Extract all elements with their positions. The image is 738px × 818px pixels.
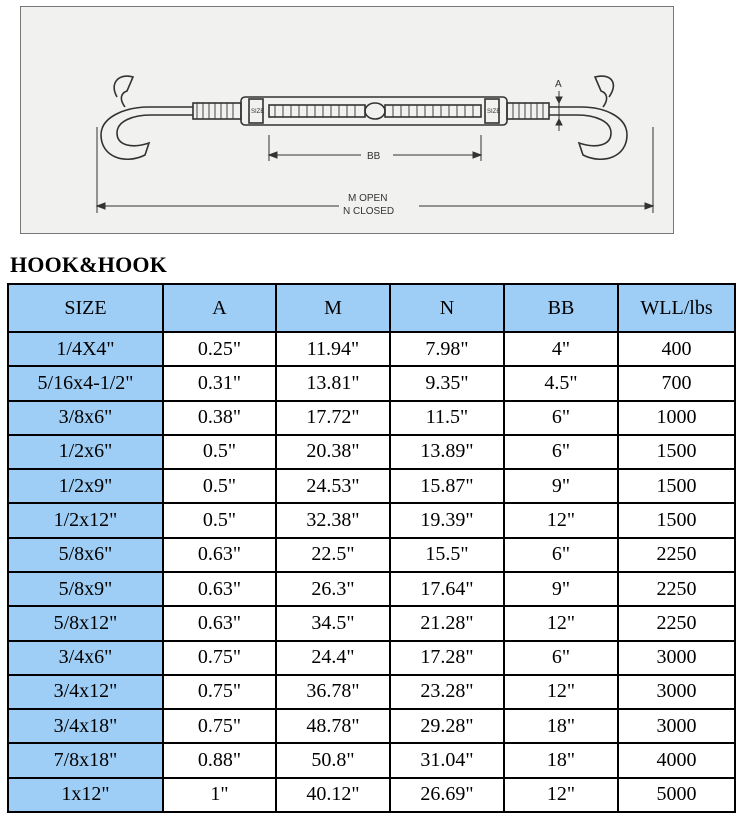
cell-n: 15.87" (390, 469, 504, 503)
table-row (8, 469, 735, 503)
cell-m: 32.38" (276, 503, 390, 537)
cell-wll: 2250 (618, 572, 735, 606)
cell-n: 7.98" (390, 332, 504, 366)
cell-size: 5/8x12" (8, 606, 163, 640)
cell-m: 24.53" (276, 469, 390, 503)
cell-a: 0.5" (163, 435, 276, 469)
cell-bb: 12" (504, 675, 618, 709)
table-row (8, 606, 735, 640)
cell-a: 0.63" (163, 538, 276, 572)
body-center-eye (365, 103, 385, 119)
header-a: A (163, 284, 276, 332)
cell-size: 1x12" (8, 778, 163, 812)
cell-bb: 12" (504, 606, 618, 640)
cell-a: 0.88" (163, 743, 276, 777)
cell-wll: 2250 (618, 606, 735, 640)
cell-bb: 6" (504, 401, 618, 435)
cell-size: 1/2x12" (8, 503, 163, 537)
cell-a: 0.75" (163, 641, 276, 675)
cell-n: 19.39" (390, 503, 504, 537)
table-row (8, 538, 735, 572)
cell-bb: 4" (504, 332, 618, 366)
cell-m: 11.94" (276, 332, 390, 366)
cell-n: 13.89" (390, 435, 504, 469)
table-row (8, 435, 735, 469)
table-row (8, 709, 735, 743)
header-bb: BB (504, 284, 618, 332)
left-hook (101, 107, 193, 159)
cell-bb: 18" (504, 709, 618, 743)
table-row (8, 778, 735, 812)
table-row (8, 641, 735, 675)
table-header-row (8, 284, 735, 332)
cell-wll: 3000 (618, 675, 735, 709)
cell-size: 3/8x6" (8, 401, 163, 435)
table-row (8, 366, 735, 400)
cell-wll: 3000 (618, 709, 735, 743)
cell-m: 34.5" (276, 606, 390, 640)
right-hook (549, 107, 627, 159)
cell-size: 1/2x9" (8, 469, 163, 503)
cell-m: 40.12" (276, 778, 390, 812)
cell-wll: 1500 (618, 469, 735, 503)
table-row (8, 401, 735, 435)
cell-a: 0.75" (163, 675, 276, 709)
cell-a: 0.38" (163, 401, 276, 435)
cell-a: 0.63" (163, 572, 276, 606)
cell-a: 0.63" (163, 606, 276, 640)
cell-wll: 1500 (618, 435, 735, 469)
table-row (8, 743, 735, 777)
cell-n: 23.28" (390, 675, 504, 709)
dim-bb-label: BB (367, 151, 381, 162)
table-row (8, 675, 735, 709)
section-title: HOOK&HOOK (10, 252, 168, 277)
dim-n-label: N CLOSED (343, 206, 395, 217)
cell-a: 0.5" (163, 503, 276, 537)
cell-bb: 9" (504, 469, 618, 503)
cell-m: 26.3" (276, 572, 390, 606)
cell-m: 17.72" (276, 401, 390, 435)
cell-n: 29.28" (390, 709, 504, 743)
table-row (8, 332, 735, 366)
cell-bb: 4.5" (504, 366, 618, 400)
cell-n: 17.28" (390, 641, 504, 675)
cell-bb: 6" (504, 641, 618, 675)
cell-size: 1/4X4" (8, 332, 163, 366)
cell-wll: 3000 (618, 641, 735, 675)
cell-n: 31.04" (390, 743, 504, 777)
table-body (8, 332, 735, 812)
cell-a: 1" (163, 778, 276, 812)
header-m: M (276, 284, 390, 332)
cell-n: 17.64" (390, 572, 504, 606)
cell-m: 36.78" (276, 675, 390, 709)
cell-size: 7/8x18" (8, 743, 163, 777)
turnbuckle-drawing (20, 6, 674, 234)
cell-bb: 12" (504, 778, 618, 812)
cell-wll: 2250 (618, 538, 735, 572)
cell-size: 5/8x6" (8, 538, 163, 572)
cell-size: 3/4x18" (8, 709, 163, 743)
header-n: N (390, 284, 504, 332)
cell-n: 26.69" (390, 778, 504, 812)
cell-n: 9.35" (390, 366, 504, 400)
left-hook-tip (114, 76, 133, 107)
cell-n: 15.5" (390, 538, 504, 572)
table-row (8, 572, 735, 606)
turnbuckle-body (241, 97, 507, 125)
table-row (8, 503, 735, 537)
cell-bb: 18" (504, 743, 618, 777)
cell-bb: 12" (504, 503, 618, 537)
cell-bb: 6" (504, 538, 618, 572)
cell-wll: 5000 (618, 778, 735, 812)
dim-a-label: A (555, 79, 562, 90)
cell-wll: 1500 (618, 503, 735, 537)
cell-m: 48.78" (276, 709, 390, 743)
cell-m: 13.81" (276, 366, 390, 400)
cell-a: 0.5" (163, 469, 276, 503)
spec-table (7, 283, 736, 813)
cell-wll: 4000 (618, 743, 735, 777)
cell-size: 3/4x6" (8, 641, 163, 675)
cell-size: 5/8x9" (8, 572, 163, 606)
header-size: SIZE (8, 284, 163, 332)
right-hook-tip (595, 76, 613, 107)
cell-bb: 9" (504, 572, 618, 606)
cell-wll: 400 (618, 332, 735, 366)
size-tag-right: SIZE (487, 109, 501, 115)
cell-a: 0.75" (163, 709, 276, 743)
cell-m: 20.38" (276, 435, 390, 469)
cell-wll: 700 (618, 366, 735, 400)
turnbuckle-diagram (21, 7, 673, 233)
cell-a: 0.31" (163, 366, 276, 400)
size-tag-left: SIZE (251, 109, 265, 115)
header-wll: WLL/lbs (618, 284, 735, 332)
cell-m: 22.5" (276, 538, 390, 572)
dim-m-label: M OPEN (348, 193, 388, 204)
cell-n: 21.28" (390, 606, 504, 640)
cell-wll: 1000 (618, 401, 735, 435)
cell-size: 1/2x6" (8, 435, 163, 469)
cell-bb: 6" (504, 435, 618, 469)
cell-m: 50.8" (276, 743, 390, 777)
cell-a: 0.25" (163, 332, 276, 366)
cell-n: 11.5" (390, 401, 504, 435)
cell-size: 5/16x4-1/2" (8, 366, 163, 400)
cell-m: 24.4" (276, 641, 390, 675)
cell-size: 3/4x12" (8, 675, 163, 709)
left-thread (193, 103, 241, 119)
